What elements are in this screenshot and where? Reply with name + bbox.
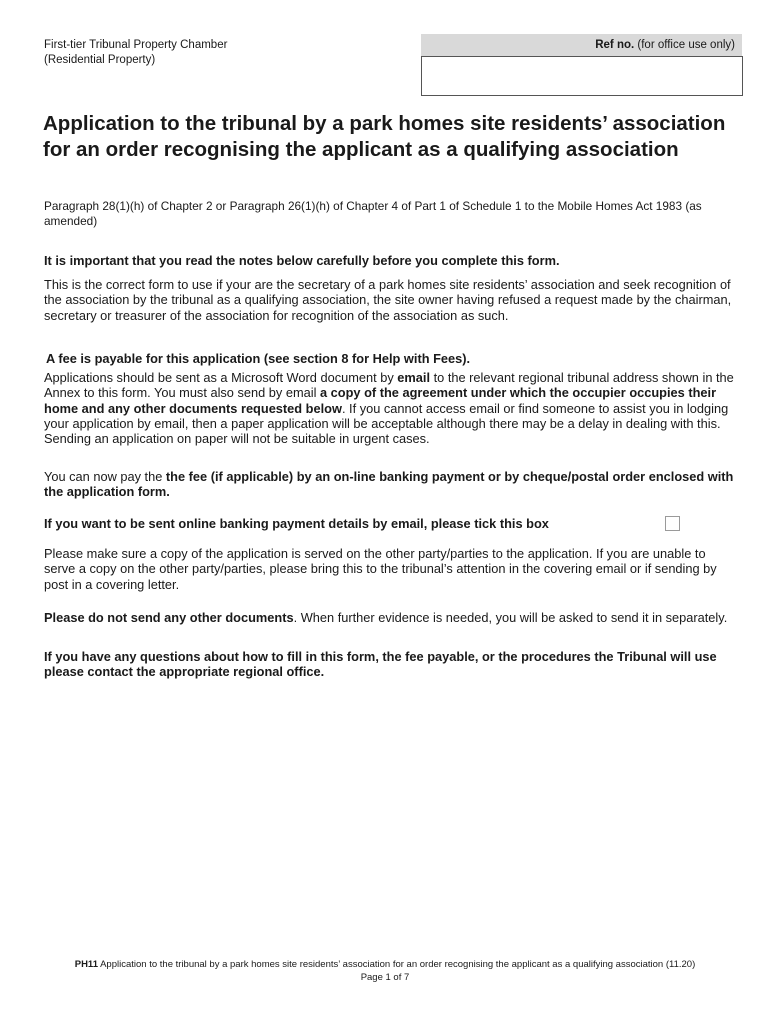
fee-notice: A fee is payable for this application (see section 8 for Help with Fees). <box>46 351 471 366</box>
applications-paragraph <box>44 370 739 446</box>
applications-text-2: to the relevant regional tribunal address shown in the Annex to this form. You must also send by email <box>44 370 734 401</box>
correct-form-paragraph: This is the correct form to use if your are the secretary of a park homes site residents’ association and seek recognition of the association by the tribunal as a qualifying association, the site owner having refused a request made by the chairman, secretary or treasurer of the association for recognition of the association as such. <box>44 277 732 323</box>
ref-no-header <box>421 34 742 56</box>
organisation-line-2: (Residential Property) <box>44 54 156 66</box>
ref-no-field[interactable] <box>421 56 743 96</box>
applications-text-1: Applications should be sent as a Microsoft Word document by <box>44 370 398 385</box>
applications-agreement: a copy of the agreement under which the occupier occupies their home and any other documents requested below <box>44 385 717 416</box>
footer-form-title: Application to the tribunal by a park homes site residents’ association for an order recognising the applicant as a qualifying association (11.20) <box>97 959 696 970</box>
online-banking-checkbox[interactable] <box>665 516 680 531</box>
applications-text-3: . If you cannot access email or find someone to assist you in lodging your application by email, then a paper application will be acceptable although there may be a delay in dealing with this. Sending an application on paper will not be suitable in urgent cases. <box>44 400 729 447</box>
footer-form-line <box>0 958 770 971</box>
other-documents-paragraph <box>44 610 739 625</box>
page-number: Page 1 of 7 <box>360 972 410 983</box>
footer-form-code: PH11 <box>74 959 98 970</box>
form-title: Application to the tribunal by a park homes site residents’ association for an order recognising the applicant as a qualifying association <box>43 112 726 161</box>
ref-no-note: (for office use only) <box>637 39 735 51</box>
serve-paragraph: Please make sure a copy of the application is served on the other party/parties to the application. If you are unable to serve a copy on the other party/parties, please bring this to the tribunal’s attention in the covering email or if sending by post in a covering letter. <box>44 546 717 592</box>
ref-no-label: Ref no. <box>595 39 635 51</box>
payment-text-2: the fee (if applicable) by an on-line banking payment or by cheque/postal order enclosed with the application form. <box>44 469 734 500</box>
legal-reference: Paragraph 28(1)(h) of Chapter 2 or Paragraph 26(1)(h) of Chapter 4 of Part 1 of Schedule 1 to the Mobile Homes Act 1983 (as amended) <box>44 199 702 228</box>
organisation-name <box>44 38 227 68</box>
organisation-line-1: First-tier Tribunal Property Chamber <box>44 39 228 51</box>
payment-text-1: You can now pay the <box>44 469 166 484</box>
other-documents-text: . When further evidence is needed, you will be asked to send it in separately. <box>293 610 728 625</box>
payment-paragraph <box>44 469 739 500</box>
important-notice: It is important that you read the notes below carefully before you complete this form. <box>44 253 560 268</box>
applications-email: email <box>397 370 431 385</box>
page-footer <box>0 958 770 984</box>
other-documents-bold: Please do not send any other documents <box>44 610 294 625</box>
tick-box-prompt: If you want to be sent online banking payment details by email, please tick this box <box>44 516 549 531</box>
questions-paragraph: If you have any questions about how to fill in this form, the fee payable, or the procedures the Tribunal will use please contact the appropriate regional office. <box>44 649 717 680</box>
